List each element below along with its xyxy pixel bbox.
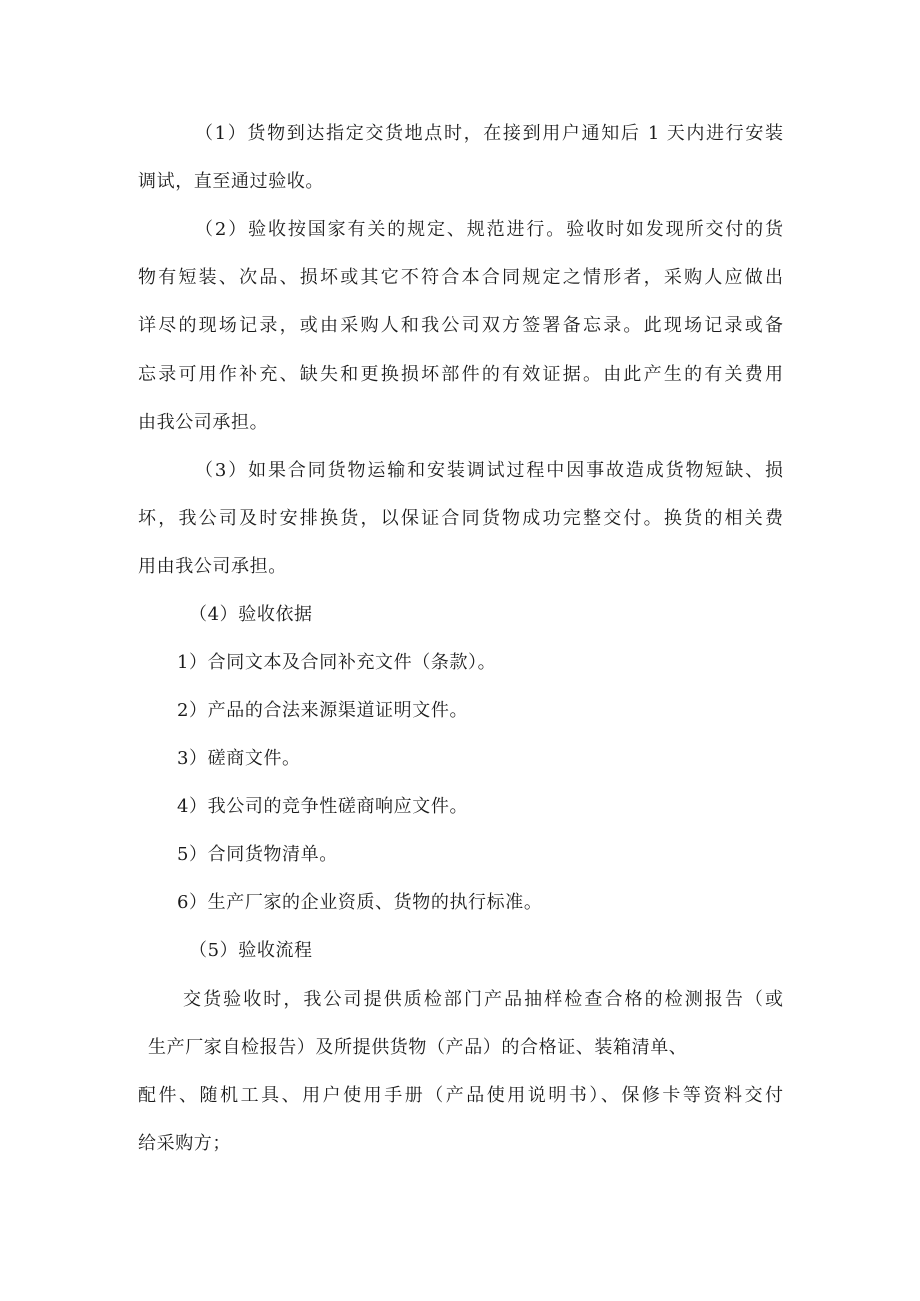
p1-line1: （1）货物到达指定交货地点时，在接到用户通知后 1 天内进行安装 [195, 123, 783, 144]
p4-item-6: 6）生产厂家的企业资质、货物的执行标准。 [177, 892, 543, 913]
p3-line1: （3）如果合同货物运输和安装调试过程中因事故造成货物短缺、损 [195, 460, 783, 481]
p5-line1: 交货验收时，我公司提供质检部门产品抽样检查合格的检测报告（或 [183, 989, 783, 1010]
p3-line3: 用由我公司承担。 [138, 556, 287, 577]
p3-line2: 坏，我公司及时安排换货，以保证合同货物成功完整交付。换货的相关费 [138, 508, 783, 529]
p2-line3: 详尽的现场记录，或由采购人和我公司双方签署备忘录。此现场记录或备 [138, 315, 783, 336]
p2-line1: （2）验收按国家有关的规定、规范进行。验收时如发现所交付的货 [195, 219, 783, 240]
p5-heading: （5）验收流程 [189, 940, 313, 961]
p2-line4: 忘录可用作补充、缺失和更换损坏部件的有效证据。由此产生的有关费用 [138, 364, 783, 385]
p1-line2: 调试，直至通过验收。 [138, 171, 324, 192]
p4-item-3: 3）磋商文件。 [177, 748, 301, 769]
p4-item-5: 5）合同货物清单。 [177, 844, 338, 865]
p2-line5: 由我公司承担。 [138, 412, 269, 433]
p5-line2: 生产厂家自检报告）及所提供货物（产品）的合格证、装箱清单、 [148, 1037, 688, 1058]
p5-line4: 给采购方； [138, 1133, 231, 1154]
p4-item-1: 1）合同文本及合同补充文件（条款）。 [177, 652, 497, 673]
p4-item-2: 2）产品的合法来源渠道证明文件。 [177, 700, 469, 721]
p4-heading: （4）验收依据 [189, 604, 313, 625]
p5-line3: 配件、随机工具、用户使用手册（产品使用说明书）、保修卡等资料交付 [138, 1085, 783, 1106]
p2-line2: 物有短装、次品、损坏或其它不符合本合同规定之情形者，采购人应做出 [138, 267, 783, 288]
p4-item-4: 4）我公司的竞争性磋商响应文件。 [177, 796, 469, 817]
